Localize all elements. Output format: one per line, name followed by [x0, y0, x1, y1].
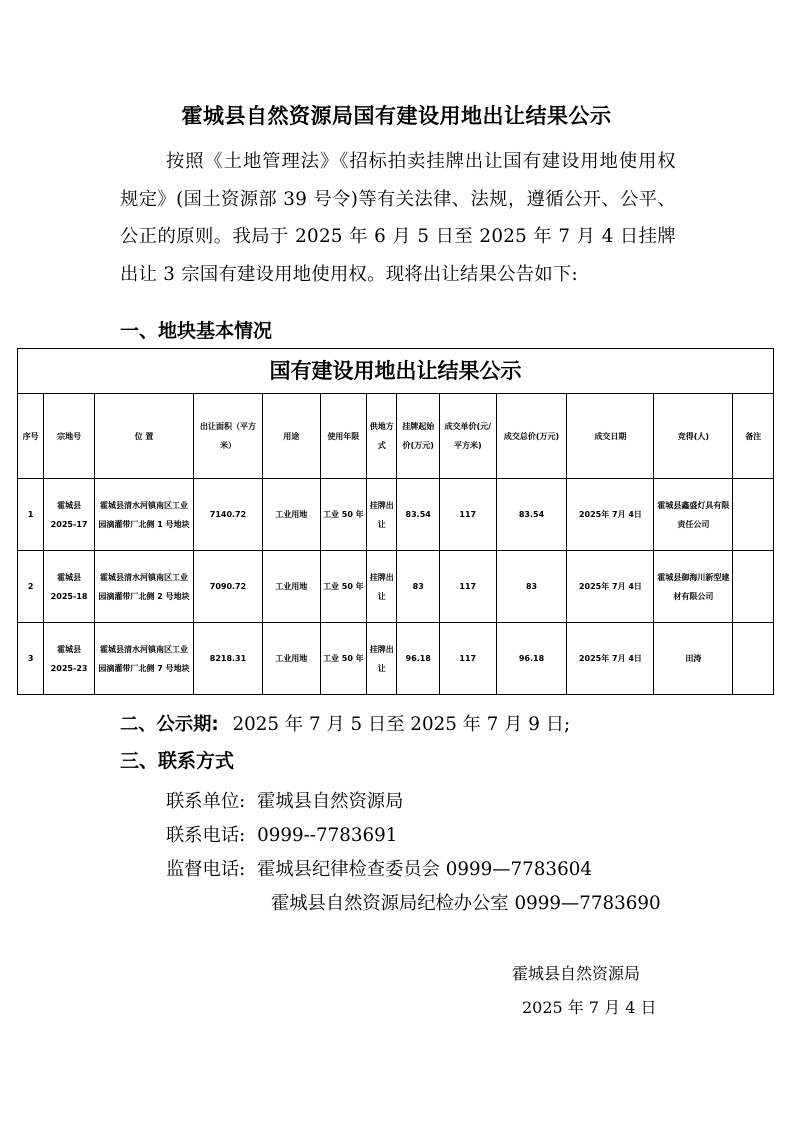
col-header: 用途	[262, 394, 320, 479]
table-cell	[733, 551, 774, 623]
table-caption: 国有建设用地出让结果公示	[18, 349, 774, 394]
table-cell: 霍城县鑫盛灯具有限责任公司	[654, 479, 733, 551]
table-cell: 工业 50 年	[320, 479, 367, 551]
publicity-period: 2025 年 7 月 5 日至 2025 年 7 月 9 日;	[232, 714, 571, 735]
table-cell: 霍城县清水河镇南区工业园滴灌带厂北侧 7 号地块	[94, 623, 193, 695]
col-header: 备注	[733, 394, 774, 479]
col-header: 成交总价(万元)	[496, 394, 567, 479]
table-row	[18, 623, 774, 695]
results-table	[17, 348, 774, 695]
table-cell: 2025年 7月 4日	[567, 479, 654, 551]
table-header-row	[18, 394, 774, 479]
contact-phone: 0999--7783691	[257, 825, 398, 846]
col-header: 成交日期	[567, 394, 654, 479]
section-2-line	[120, 710, 570, 736]
table-cell: 96.18	[397, 623, 440, 695]
table-cell: 2025年 7月 4日	[567, 551, 654, 623]
signature-org: 霍城县自然资源局	[512, 964, 641, 983]
col-header: 挂牌起始价(万元)	[397, 394, 440, 479]
table-cell: 工业用地	[262, 479, 320, 551]
table-cell: 霍城县清水河镇南区工业园滴灌带厂北侧 1 号地块	[94, 479, 193, 551]
col-header: 供地方式	[367, 394, 397, 479]
table-cell: 83	[496, 551, 567, 623]
document-title: 霍城县自然资源局国有建设用地出让结果公示	[181, 104, 612, 128]
col-header: 竞得(人)	[654, 394, 733, 479]
table-cell: 117	[439, 551, 496, 623]
table-cell: 117	[439, 479, 496, 551]
contact-unit: 霍城县自然资源局	[257, 791, 404, 812]
table-cell: 3	[18, 623, 44, 695]
table-cell: 挂牌出让	[367, 479, 397, 551]
section-3-heading: 三、联系方式	[120, 750, 235, 772]
table-row	[18, 551, 774, 623]
table-cell: 117	[439, 623, 496, 695]
col-header: 序号	[18, 394, 44, 479]
table-cell: 霍城县清水河镇南区工业园滴灌带厂北侧 2 号地块	[94, 551, 193, 623]
table-cell	[733, 479, 774, 551]
col-header: 位 置	[94, 394, 193, 479]
table-cell: 7090.72	[194, 551, 263, 623]
table-cell: 2025年 7月 4日	[567, 623, 654, 695]
table-cell: 工业用地	[262, 551, 320, 623]
intro-paragraph: 按照《土地管理法》《招标拍卖挂牌出让国有建设用地使用权规定》(国土资源部 39 号令)等有关法律、法规，遵循公开、公平、公正的原则。我局于 2025 年 6 月 5 日至 2025 年 7 月 4 日挂牌出让 3 宗国有建设用地使用权。现将出让结果公告如下:	[120, 151, 676, 285]
section-2-label: 二、公示期:	[120, 714, 219, 735]
table-cell: 工业用地	[262, 623, 320, 695]
table-row	[18, 479, 774, 551]
section-1-heading: 一、地块基本情况	[120, 320, 273, 342]
table-cell: 挂牌出让	[367, 623, 397, 695]
contact-phone-line	[166, 821, 397, 847]
table-cell: 霍城县 2025-23	[44, 623, 95, 695]
col-header: 宗地号	[44, 394, 95, 479]
table-cell: 工业 50 年	[320, 623, 367, 695]
supervise-label: 监督电话:	[166, 859, 246, 880]
table-cell: 2	[18, 551, 44, 623]
supervise-line-1	[166, 855, 592, 881]
table-cell: 96.18	[496, 623, 567, 695]
table-cell: 工业 50 年	[320, 551, 367, 623]
table-cell: 8218.31	[194, 623, 263, 695]
col-header: 出让面积（平方米）	[194, 394, 263, 479]
table-cell: 霍城县 2025-17	[44, 479, 95, 551]
col-header: 成交单价(元/平方米)	[439, 394, 496, 479]
table-cell: 83.54	[397, 479, 440, 551]
table-cell: 霍城县御海川新型建材有限公司	[654, 551, 733, 623]
supervise-phone-2: 霍城县自然资源局纪检办公室 0999—7783690	[271, 893, 661, 914]
table-cell: 田涛	[654, 623, 733, 695]
signature-date: 2025 年 7 月 4 日	[522, 998, 657, 1017]
supervise-phone-1: 霍城县纪律检查委员会 0999—7783604	[257, 859, 592, 880]
contact-unit-line	[166, 787, 403, 813]
contact-phone-label: 联系电话:	[166, 825, 246, 846]
table-cell: 挂牌出让	[367, 551, 397, 623]
table-cell: 83.54	[496, 479, 567, 551]
table-cell	[733, 623, 774, 695]
table-cell: 83	[397, 551, 440, 623]
table-cell: 1	[18, 479, 44, 551]
col-header: 使用年限	[320, 394, 367, 479]
contact-unit-label: 联系单位:	[166, 791, 246, 812]
table-cell: 7140.72	[194, 479, 263, 551]
table-cell: 霍城县 2025-18	[44, 551, 95, 623]
